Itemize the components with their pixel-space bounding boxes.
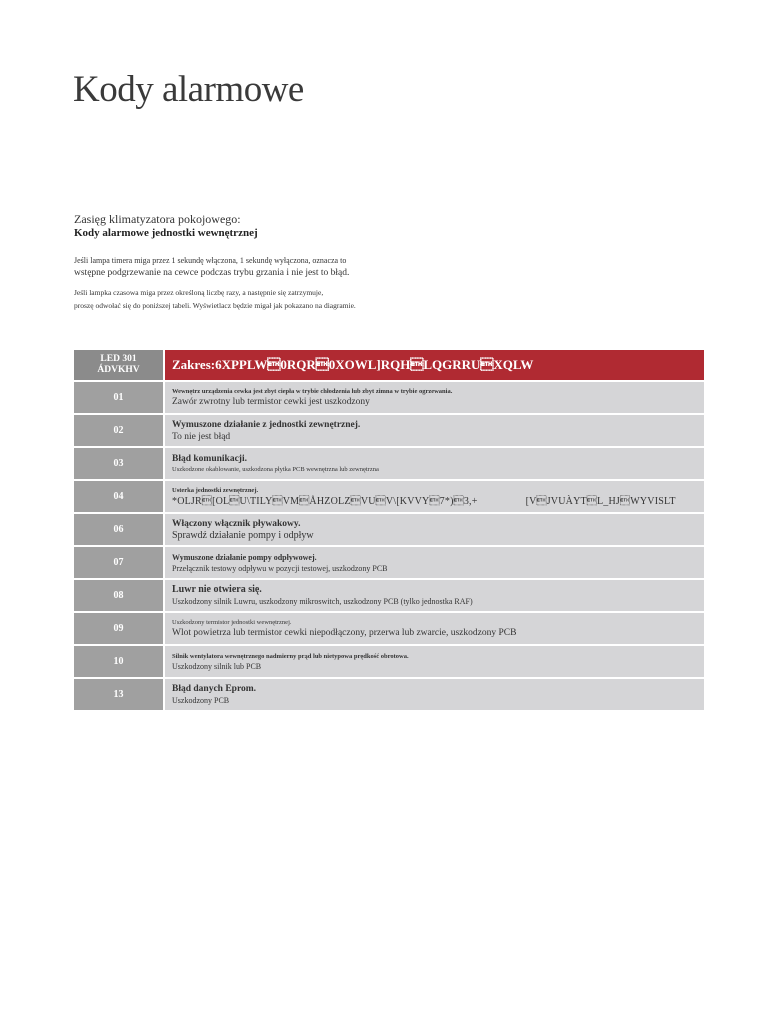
header-desc-text: Zakres:6XPPLW0RQR0XOWL]RQHLQGRRUXQLW [172, 357, 534, 372]
alarm-detail: To nie jest błąd [172, 431, 231, 442]
intro-note-3-line2: proszę odwołać się do poniższej tabeli. Wyświetlacz będzie migał jak pokazano na diagramie. [74, 301, 356, 310]
table-row [74, 448, 704, 479]
alarm-detail: Wlot powietrza lub termistor cewki niepodłączony, przerwa lub zwarcie, uszkodzony PCB [172, 628, 517, 638]
alarm-detail-part1: *OLJR[OLU\TILYVMÅHZOLZVUV\[KVVY7*)3,+ [172, 495, 478, 507]
alarm-detail: Przełącznik testowy odpływu w pozycji testowej, uszkodzony PCB [172, 563, 388, 573]
alarm-code: 06 [74, 514, 163, 545]
alarm-title: Silnik wentylatora wewnętrznego nadmierny prąd lub nietypowa prędkość obrotowa. [172, 652, 409, 660]
alarm-code: 09 [74, 613, 163, 644]
intro-note-3 [74, 286, 674, 312]
header-code-line1: LED 301 [100, 354, 137, 364]
intro-note-3-line1: Jeśli lampka czasowa miga przez określoną liczbę razy, a następnie się zatrzymuje, [74, 288, 324, 297]
alarm-code: 04 [74, 481, 163, 512]
alarm-detail: Uszkodzone okablowanie, uszkodzona płytka PCB wewnętrzna lub zewnętrzna [172, 466, 379, 473]
table-row [74, 481, 704, 512]
intro-heading: Kody alarmowe jednostki wewnętrznej [74, 227, 258, 239]
alarm-title: Wymuszone działanie z jednostki zewnętrznej. [172, 419, 361, 430]
intro-section [74, 212, 674, 312]
alarm-detail-part2: [VJVUÀYTL_HJWYVISLT [525, 495, 676, 507]
table-header-row [74, 350, 704, 380]
table-row [74, 679, 704, 710]
alarm-detail: Uszkodzony silnik Luwru, uszkodzony mikroswitch, uszkodzony PCB (tylko jednostka RAF) [172, 597, 473, 606]
alarm-code: 01 [74, 382, 163, 413]
alarm-code: 02 [74, 415, 163, 446]
alarm-detail: Uszkodzony PCB [172, 696, 230, 705]
alarm-description [165, 547, 704, 578]
table-row [74, 613, 704, 644]
alarm-description [165, 679, 704, 710]
table-row [74, 382, 704, 413]
intro-note-1: Jeśli lampa timera miga przez 1 sekundę włączona, 1 sekundę wyłączona, oznacza to [74, 256, 347, 265]
intro-subtitle: Zasięg klimatyzatora pokojowego: [74, 212, 241, 226]
alarm-codes-table [74, 350, 704, 712]
intro-note-2: wstępne podgrzewanie na cewce podczas trybu grzania i nie jest to błąd. [74, 268, 350, 278]
alarm-code: 03 [74, 448, 163, 479]
alarm-detail: Sprawdź działanie pompy i odpływ [172, 529, 314, 541]
table-row [74, 646, 704, 677]
alarm-title: Uszkodzony termistor jednostki wewnętrznej. [172, 619, 292, 626]
alarm-detail [172, 495, 697, 508]
alarm-description [165, 580, 704, 611]
alarm-description [165, 646, 704, 677]
alarm-title: Włączony włącznik pływakowy. [172, 518, 301, 529]
alarm-detail-gap [478, 495, 526, 508]
table-row [74, 580, 704, 611]
alarm-title: Błąd komunikacji. [172, 454, 247, 464]
alarm-code: 07 [74, 547, 163, 578]
table-row [74, 415, 704, 446]
alarm-title: Luwr nie otwiera się. [172, 584, 262, 595]
table-row [74, 514, 704, 545]
alarm-description [165, 415, 704, 446]
alarm-description [165, 481, 704, 512]
page-title: Kody alarmowe [73, 69, 304, 110]
header-code-line2: ÁDVKHV [97, 365, 140, 375]
alarm-detail: Zawór zwrotny lub termistor cewki jest uszkodzony [172, 397, 370, 407]
alarm-title: Wymuszone działanie pompy odpływowej. [172, 552, 317, 562]
alarm-detail: Uszkodzony silnik lub PCB [172, 661, 262, 671]
alarm-code: 13 [74, 679, 163, 710]
alarm-code: 10 [74, 646, 163, 677]
alarm-title: Wewnętrz urządzenia cewka jest zbyt ciepła w trybie chłodzenia lub zbyt zimna w trybie ogrzewania. [172, 388, 453, 395]
alarm-description [165, 613, 704, 644]
alarm-title: Usterka jednostki zewnętrznej. [172, 486, 259, 494]
table-row [74, 547, 704, 578]
alarm-description [165, 448, 704, 479]
header-desc-cell [165, 350, 704, 380]
alarm-description [165, 382, 704, 413]
alarm-description [165, 514, 704, 545]
header-code-cell [74, 350, 163, 380]
alarm-code: 08 [74, 580, 163, 611]
alarm-title: Błąd danych Eprom. [172, 684, 257, 694]
